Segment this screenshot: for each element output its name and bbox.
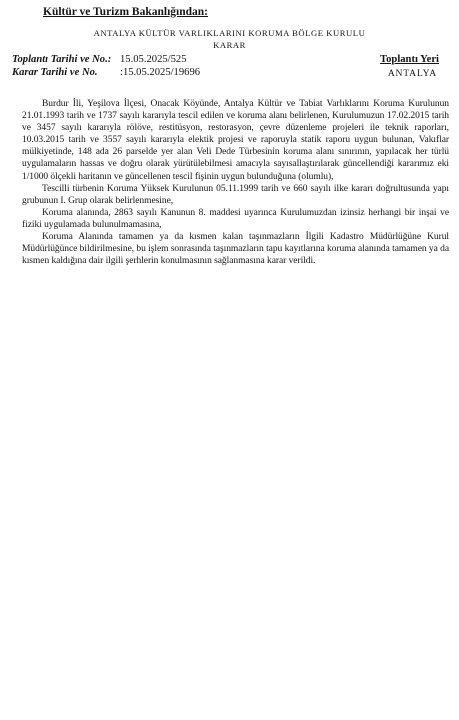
meeting-date-label: Toplantı Tarihi ve No.: (12, 54, 112, 65)
decision-date-row (12, 67, 200, 78)
document-type: KARAR (213, 39, 246, 50)
decision-paragraph: Tescilli türbenin Koruma Yüksek Kurulunun 05.11.1999 tarih ve 660 sayılı ilke kararı doğrultusunda yapı grubunun I. Grup olarak belirlenmesine, (22, 183, 449, 206)
decision-date-label: Karar Tarihi ve No. (12, 67, 98, 78)
decision-paragraph: Koruma Alanında tamamen ya da kısmen kalan taşınmazların İlgili Kadastro Müdürlüğüne Kurul Müdürlüğünce bildirilmesine, bu işlem sonrasında taşınmazların tapu kayıtlarına koruma alanında tamamen ya da kısmen kaldığına dair ilgili şerhlerin konulmasının sağlanmasına karar verildi. (22, 232, 449, 267)
ministry-heading: Kültür ve Turizm Bakanlığından: (43, 6, 208, 18)
meeting-place-label: Toplantı Yeri (380, 54, 439, 65)
meeting-date-value: 15.05.2025/525 (120, 54, 187, 65)
decision-date-value: :15.05.2025/19696 (120, 67, 201, 78)
meeting-place-value: ANTALYA (387, 68, 437, 79)
decision-body (22, 98, 449, 267)
meeting-date-row (12, 54, 187, 65)
council-name: ANTALYA KÜLTÜR VARLIKLARINI KORUMA BÖLGE KURULU (93, 28, 366, 38)
decision-paragraph: Burdur İli, Yeşilova İlçesi, Onacak Köyünde, Antalya Kültür ve Tabiat Varlıklarını Koruma Kurulunun 21.01.1993 tarih ve 1737 sayılı kararıyla tescil edilen ve koruma alanı belirlenen, Kurulumuzun 17.02.2015 tarih ve 3457 sayılı kararıyla rölöve, restitüsyon, restorasyon, çevre düzenleme projeleri ile teknik raporları, 10.03.2015 tarih ve 3557 sayılı kararıyla elektik projesi ve raporuyla statik raporu uygun bulunan, Vakıflar mülkiyetinde, 148 ada 26 parselde yer alan Veli Dede Türbesinin koruma alanı sınırının, yapılacak her türlü uygulamaların hassas ve doğru olarak yürütülebilmesi amacıyla sayısallaştırılarak güncellendiği kararımız eki 1/1000 ölçekli haritanın ve güncellenen tescil fişinin uygun bulunduğuna (olumlu), (22, 99, 449, 182)
decision-paragraph: Koruma alanında, 2863 sayılı Kanunun 8. maddesi uyarınca Kurulumuzdan izinsiz herhangi bir inşai ve fiziki uygulamada bulunulmamasına, (22, 207, 449, 230)
